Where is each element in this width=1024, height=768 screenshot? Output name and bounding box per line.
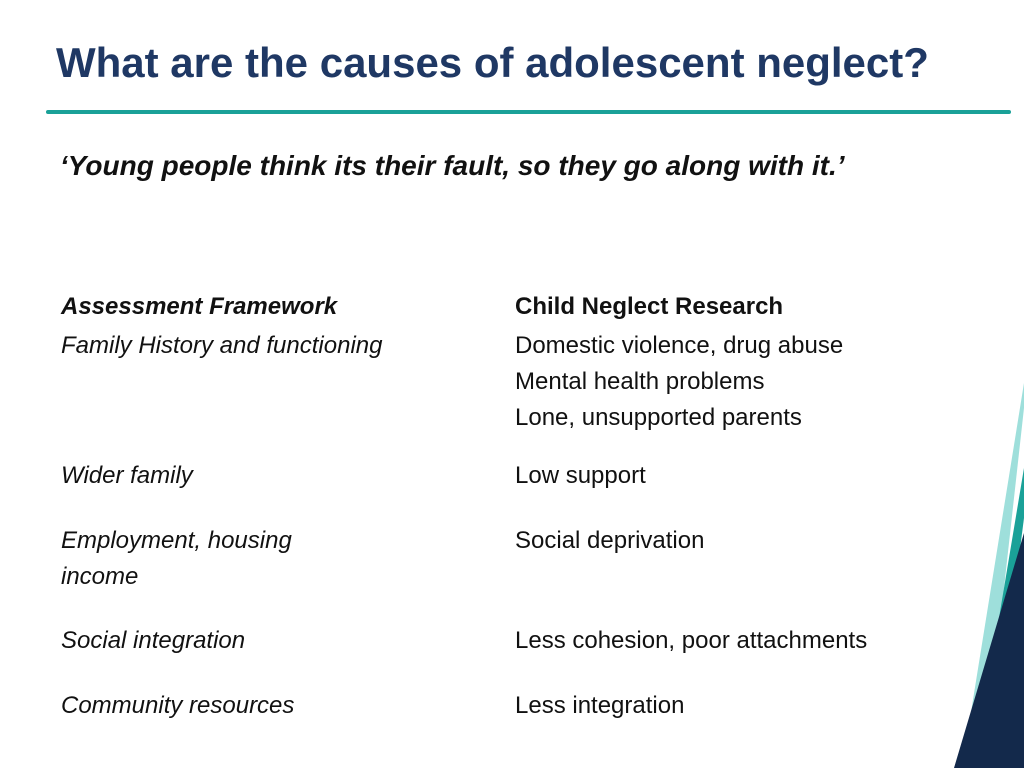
row-left-line: Employment, housing <box>61 527 292 554</box>
table-row-right <box>515 458 995 494</box>
table-row-left <box>61 523 481 595</box>
row-right-line: Lone, unsupported parents <box>515 404 802 431</box>
row-right-line: Less integration <box>515 692 685 719</box>
header-assessment-framework: Assessment Framework <box>61 293 338 320</box>
row-left-line: Community resources <box>61 692 295 719</box>
table-row-right <box>515 688 995 724</box>
row-right-line: Low support <box>515 462 646 489</box>
quote-text: ‘Young people think its their fault, so they go along with it.’ <box>60 150 845 181</box>
header-child-neglect-research: Child Neglect Research <box>515 293 784 320</box>
corner-navy-wedge <box>954 533 1024 768</box>
row-right-line: Domestic violence, drug abuse <box>515 332 844 359</box>
row-left-line: Social integration <box>61 627 246 654</box>
title-divider <box>46 110 1011 114</box>
table-row-left <box>61 623 481 659</box>
slide-title: What are the causes of adolescent neglect? <box>56 39 929 86</box>
table-row-right <box>515 328 995 436</box>
row-left-line: Family History and functioning <box>61 332 383 359</box>
table-row-left <box>61 458 481 494</box>
table-row-left <box>61 688 481 724</box>
row-left-line: income <box>61 563 139 590</box>
row-right-line: Mental health problems <box>515 368 765 395</box>
corner-decoration <box>954 383 1024 768</box>
table-row-right <box>515 623 995 659</box>
row-left-line: Wider family <box>61 462 193 489</box>
row-right-line: Social deprivation <box>515 527 705 554</box>
table-row-left <box>61 328 481 364</box>
table-row-right <box>515 523 995 559</box>
row-right-line: Less cohesion, poor attachments <box>515 627 868 654</box>
